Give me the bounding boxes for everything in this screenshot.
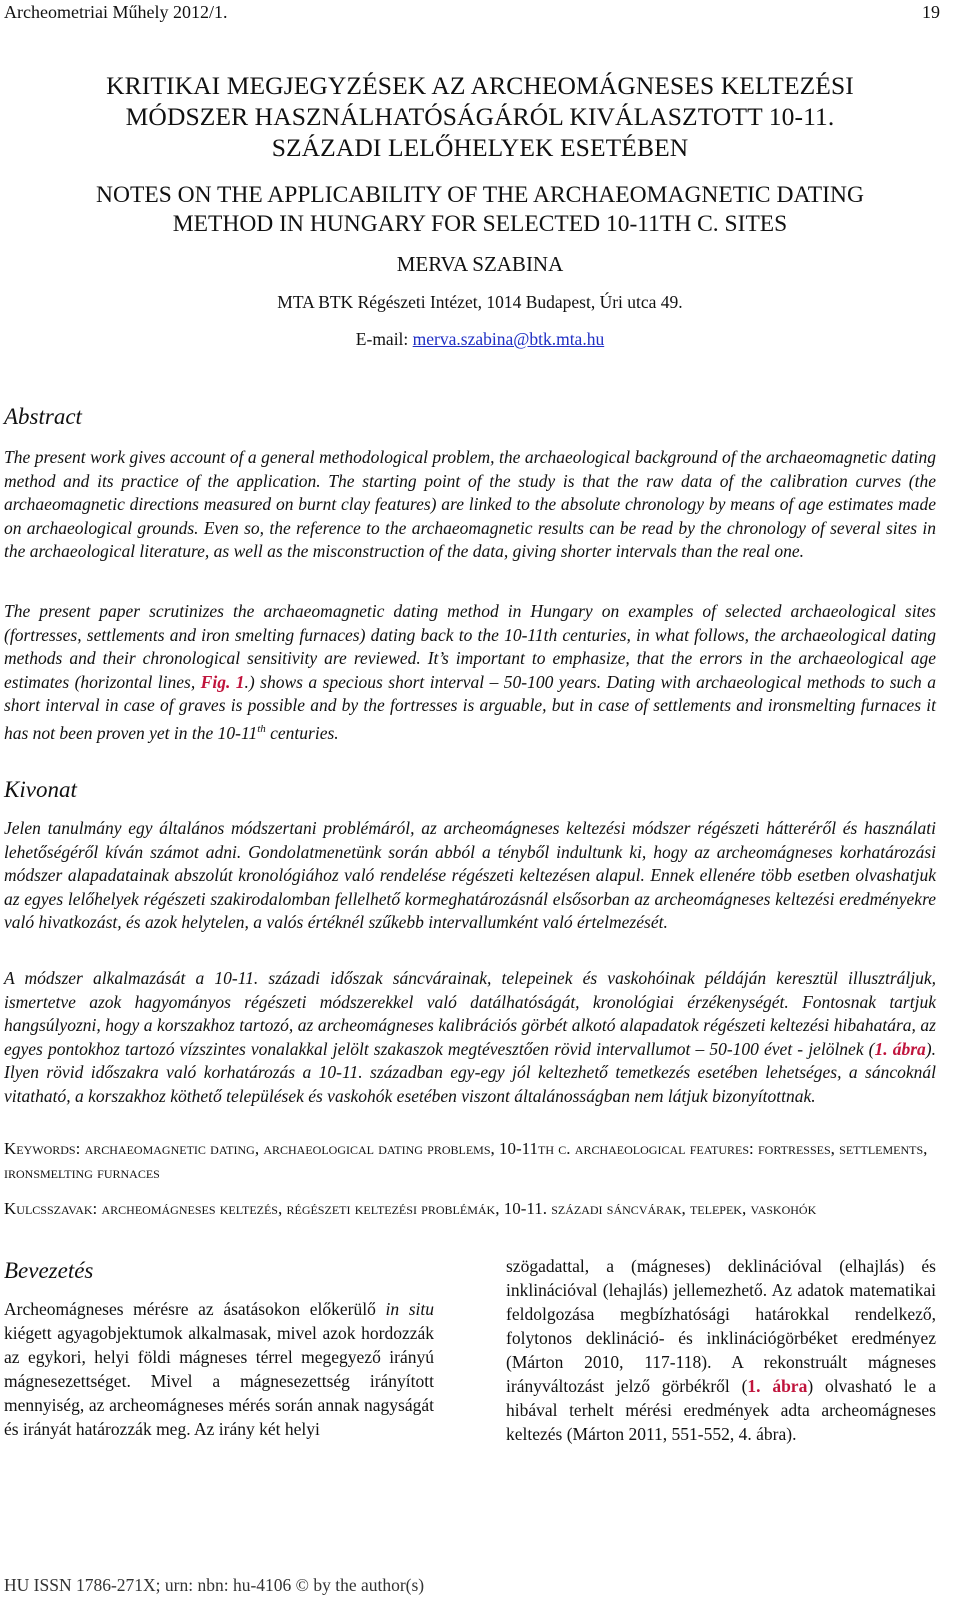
intro-in-situ: in situ [385,1299,434,1319]
footer-issn: HU ISSN 1786-271X; urn: nbn: hu-4106 © by the author(s) [4,1575,425,1595]
kivonat-paragraph-1: Jelen tanulmány egy általános módszertani problémáról, az archeomágneses keltezési módszer régészeti hátteréről és használati lehetőségéről kíván számot adni. Gondolatmenetünk során abból a tényből indultunk ki, hogy az archeomágneses korhatározási módszer alapadatainak abszolút kronológiához való rendelése régészeti keltezésen alapul. Ennek ellenére több esetben olvashatjuk az egyes lelőhelyek régészeti szakirodalomban fellelhető kormeghatározásnál elsősorban az archeomágneses keltezési eredményekre való hivatkozást, és azok helytelen, a valós értéknél szűkebb intervallumként való értelmezését. [4,818,936,932]
email-link[interactable]: merva.szabina@btk.mta.hu [412,329,605,349]
email-line [0,329,960,350]
abstract-heading: Abstract [4,404,82,429]
kulcsszavak-label: Kulcsszavak: [4,1199,102,1218]
bevezetes-heading: Bevezetés [4,1258,94,1283]
abstract-p2-text-a: The present paper scrutinizes the archaeomagnetic dating method in Hungary on examples of selected archaeological sites (fortresses, settlements and iron smelting furnaces) dating back to the 10-11th centuries, in what follows, the archaeological dating methods and their chronological sensitivity are reviewed. It’s important to emphasize, that the errors in the archaeological age estimates (horizontal lines, [4,601,936,692]
figure-reference[interactable]: 1. ábra [874,1038,926,1059]
title-hu-line-2: MÓDSZER HASZNÁLHATÓSÁGÁRÓL KIVÁLASZTOTT 10-11. [125,102,835,131]
figure-reference[interactable]: 1. ábra [747,1376,808,1396]
kivonat-p2-text-b: ). Ilyen rövid időszakra való korhatározás a 10-11. században egy-egy jól keltezhető temetkezés esetében lehetséges, a sáncoknál vitatható, a korszakhoz köthető települések és vaskohók esetében viszont általánosságban nem látjuk bizonyítottnak. [4,1038,936,1106]
title-hu-line-3: SZÁZADI LELŐHELYEK ESETÉBEN [271,133,689,162]
title-hungarian [0,70,960,163]
kulcsszavak [4,1197,936,1221]
abstract-paragraph-1: The present work gives account of a general methodological problem, the archaeological background of the archaeomagnetic dating method and its practice of the application. The starting point of the study is that the raw data of the calibration curves (the archaeomagnetic directions measured on burnt clay features) are linked to the absolute chronology by means of age estimates made on archaeological grounds. Even so, the reference to the archaeomagnetic results can be read by the chronology of several sites in the archaeological literature, as well as the misconstruction of the data, giving shorter intervals than the real one. [4,447,936,561]
keywords-text: archaeomagnetic dating, archaeological dating problems, 10-11th c. archaeological features: fortresses, settlements, ironsmelting furnaces [4,1139,928,1182]
kivonat-heading: Kivonat [4,777,77,802]
intro-left-text-b: kiégett agyagobjektumok alkalmasak, mivel azok hordozzák az egykori, helyi földi mágneses térrel megegyező irányú mágnesezettséget. Mivel a mágnesezettség irányított mennyiség, az archeomágneses mérés során annak nagyságát és irányát határozzák meg. Az irány két helyi [4,1323,434,1439]
kivonat-paragraph-2 [4,967,936,1108]
title-hu-line-1: KRITIKAI MEGJEGYZÉSEK AZ ARCHEOMÁGNESES KELTEZÉSI [106,71,854,100]
title-en-line-2: METHOD IN HUNGARY FOR SELECTED 10-11TH C. SITES [172,211,788,237]
affiliation: MTA BTK Régészeti Intézet, 1014 Budapest, Úri utca 49. [277,292,683,312]
kulcsszavak-text: archeomágneses keltezés, régészeti keltezési problémák, 10-11. századi sáncvárak, telepek, vaskohók [101,1199,817,1218]
intro-right-column [506,1254,936,1446]
figure-reference[interactable]: Fig. 1 [200,671,245,692]
intro-right-text-b: ) olvasható le a hibával terhelt mérési eredmények adta archeomágneses keltezés (Márton 2011, 551-552, 4. ábra). [506,1376,936,1444]
keywords [4,1137,936,1185]
journal-name: Archeometriai Műhely 2012/1. [4,2,228,22]
intro-left-text-a: Archeomágneses mérésre az ásatásokon előkerülő [4,1299,386,1319]
abstract-paragraph-2 [4,600,936,745]
title-en-line-1: NOTES ON THE APPLICABILITY OF THE ARCHAEOMAGNETIC DATING [96,182,864,208]
abstract-p2-text-c: centuries. [265,722,339,743]
intro-right-text-a: szögadattal, a (mágneses) deklinációval (elhajlás) és inklinációval (lehajlás) jellemezhető. Az adatok matematikai feldolgozása megbízhatósági határokkal rendelkező, folytonos deklináció- és inklinációgörbéket eredményez (Márton 2010, 117-118). A rekonstruált mágneses irányváltozást jelző görbékről ( [506,1256,936,1396]
keywords-label: Keywords: [4,1139,85,1158]
page-number: 19 [922,2,940,22]
superscript-th: th [257,722,266,735]
email-label: E-mail: [355,329,413,349]
title-english [0,181,960,239]
abstract-p2-text-b: .) shows a specious short interval – 50-100 years. Dating with archaeological methods to such a short interval in case of graves is possible and by the fortresses is arguable, but in case of settlements and ironsmelting furnaces it has not been proven yet in the 10-11 [4,671,936,743]
author-name: MERVA SZABINA [396,252,564,276]
kivonat-p2-text-a: A módszer alkalmazását a 10-11. századi időszak sáncvárainak, telepeinek és vaskohóinak példáján keresztül illusztráljuk, ismertetve azok hagyományos régészeti módszerekkel való datálhatóságát, kronológiai érzékenységét. Fontosnak tartjuk hangsúlyozni, hogy a korszakhoz tartozó, az archeomágneses kalibrációs görbét alkotó alapadatok régészeti keltezési hibahatára, az egyes pontokhoz tartozó vízszintes vonalakkal jelölt szakaszok megtévesztően rövid intervallumot – 50-100 évet - jelölnek ( [4,968,936,1059]
intro-left-column [4,1297,434,1441]
